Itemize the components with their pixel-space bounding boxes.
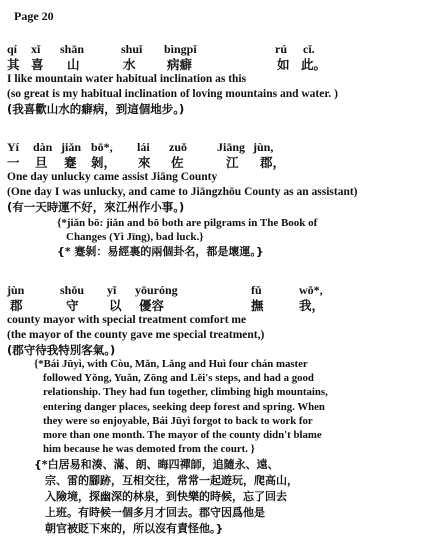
hanzi-word: 撫: [251, 298, 264, 313]
hanzi-word: 郡: [10, 298, 23, 313]
hanzi-word: 以: [109, 298, 122, 313]
hanzi-row: [0, 57, 425, 72]
pinyin-word: dàn: [33, 140, 53, 154]
pinyin-word: zuǒ: [169, 140, 187, 154]
footnote-line: relationship. They had fun together, climbing high mountains,: [43, 386, 328, 399]
hanzi-word: 剝，: [91, 155, 117, 170]
hanzi-word: 如: [277, 57, 290, 72]
pinyin-word: bō*,: [91, 140, 113, 154]
hanzi-word: 病癖: [167, 57, 193, 72]
page-number: Page 20: [14, 9, 54, 23]
gloss-row: [0, 72, 425, 87]
footnote-line: 上班。有時候一個多月才回去。郡守因爲他是: [45, 506, 265, 520]
footnote-1: [57, 216, 317, 259]
hanzi-word: 喜: [31, 57, 44, 72]
footnote-line: him because he was demoted from the court. }: [43, 443, 255, 456]
pinyin-word: shǒu: [60, 283, 85, 297]
hanzi-word: 此。: [301, 57, 327, 72]
english-gloss: I like mountain water habitual inclination as this: [7, 73, 247, 85]
chinese-translation: (我喜歡山水的癖病，到這個地步。): [7, 102, 185, 116]
verse-section-2: [0, 140, 425, 215]
hanzi-word: 山: [67, 57, 80, 72]
pinyin-word: shuǐ: [121, 42, 143, 56]
footnote-line: {* 蹇剝：易經裏的兩個卦名，都是壞運。}: [57, 245, 264, 258]
pinyin-word: rú: [275, 42, 287, 56]
footnote-line: followed Yǒng, Yuǎn, Zōng and Lěi's steps, and had a good: [43, 372, 314, 385]
pinyin-word: cǐ.: [303, 42, 315, 56]
pinyin-word: Jiāng: [217, 140, 246, 154]
english-gloss: One day unlucky came assist Jiāng County: [7, 171, 218, 183]
hanzi-row: [0, 298, 425, 313]
pinyin-word: fǔ: [251, 283, 262, 297]
chinese-translation-row: [0, 343, 425, 358]
hanzi-word: 佐: [171, 155, 184, 170]
footnote-2: [34, 357, 328, 537]
chinese-translation: (有一天時運不好，來江州作小事。): [7, 200, 185, 214]
pinyin-row: [0, 42, 425, 57]
english-translation: (One day I was unlucky, and came to Jiāngzhōu County as an assistant): [7, 186, 358, 198]
gloss-row: [0, 170, 425, 185]
hanzi-word: 我，: [299, 298, 325, 313]
hanzi-word: 水: [123, 57, 136, 72]
footnote-line: 朝官被貶下來的，所以沒有責怪他。}: [45, 522, 224, 536]
pinyin-row: [0, 283, 425, 298]
chinese-translation-row: [0, 200, 425, 215]
footnote-line: {*白居易和湊、滿、朗、晦四禪師，追隨永、遠、: [34, 458, 279, 472]
footnote-line: 宗、雷的腳跡，互相交往，常常一起遊玩，爬高山，: [45, 474, 298, 488]
verse-section-3: [0, 283, 425, 358]
hanzi-row: [0, 155, 425, 170]
pinyin-word: lái: [137, 140, 150, 154]
pinyin-word: jiǎn: [61, 140, 82, 154]
pinyin-word: bìngpǐ: [164, 42, 197, 56]
footnote-line: more than one month. The mayor of the county didn't blame: [43, 429, 322, 442]
footnote-line: entering danger places, seeking deep forest and spring. When: [43, 400, 325, 413]
hanzi-word: 其: [7, 57, 20, 72]
pinyin-word: shān: [60, 42, 85, 56]
hanzi-word: 一: [7, 155, 20, 170]
hanzi-word: 優容: [139, 298, 165, 313]
footnote-line: 入險境，探幽深的林泉，到快樂的時候，忘了回去: [45, 490, 287, 504]
hanzi-word: 來: [138, 155, 151, 170]
chinese-translation-row: [0, 102, 425, 117]
hanzi-word: 守: [66, 298, 79, 313]
chinese-translation: (郡守待我特別客氣。): [7, 343, 116, 357]
english-gloss: county mayor with special treatment comfort me: [7, 314, 247, 326]
footnote-line: they were so enjoyable, Bái Jūyì forgot to back to work for: [43, 414, 313, 427]
pinyin-row: [0, 140, 425, 155]
pinyin-word: wǒ*,: [299, 283, 323, 297]
translation-row: [0, 328, 425, 343]
pinyin-word: yǐ: [107, 283, 117, 297]
gloss-row: [0, 313, 425, 328]
pinyin-word: Yí: [7, 140, 19, 154]
english-translation: (the mayor of the county gave me special treatment,): [7, 329, 265, 341]
hanzi-word: 旦: [35, 155, 48, 170]
translation-row: [0, 185, 425, 200]
footnote-line: {*Bái Jūyì, with Còu, Mǎn, Lǎng and Huì four chán master: [34, 358, 308, 370]
hanzi-word: 郡，: [260, 155, 286, 170]
pinyin-word: xǐ: [31, 42, 41, 56]
verse-section-1: [0, 42, 425, 117]
pinyin-word: jùn: [7, 283, 25, 297]
pinyin-word: jùn,: [253, 140, 274, 154]
hanzi-word: 江: [226, 155, 239, 170]
english-translation: (so great is my habitual inclination of loving mountains and water. ): [7, 88, 338, 100]
hanzi-word: 蹇: [64, 155, 77, 170]
footnote-line: {*jiǎn bō: jiǎn and bō both are pilgrams in The Book of: [57, 217, 318, 229]
footnote-line: Changes (Yì Jīng), bad luck.}: [66, 231, 204, 243]
translation-row: [0, 87, 425, 102]
pinyin-word: yōuróng: [135, 283, 178, 297]
pinyin-word: qí: [7, 42, 18, 56]
